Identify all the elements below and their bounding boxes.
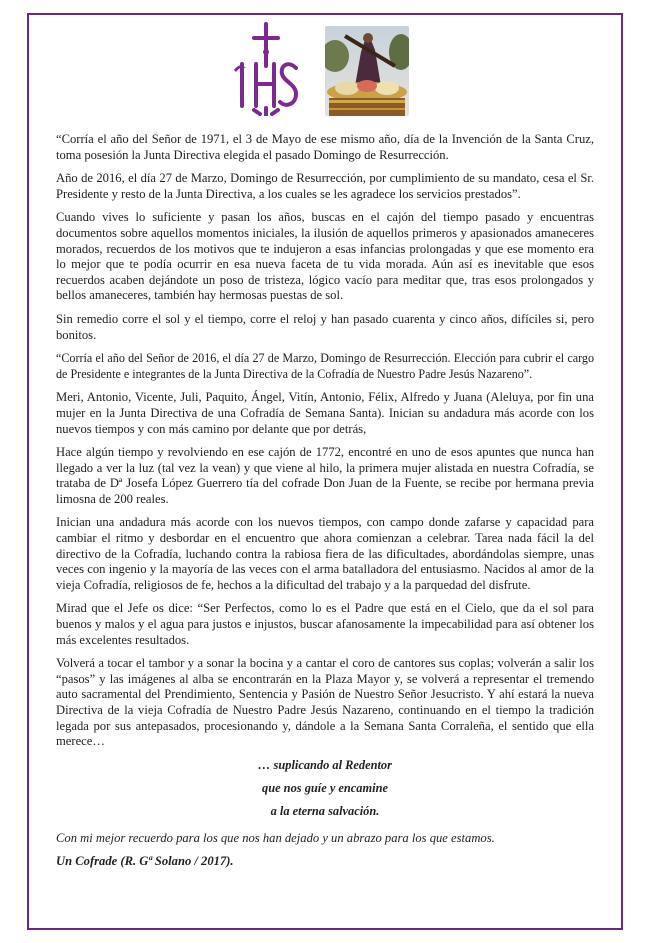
header [230, 18, 440, 118]
paragraph-3: Cuando vives lo suficiente y pasan los años, buscas en el cajón del tiempo pasado y encuentras documentos sobre aquellos momentos iniciales, la ilusión de aquellos primeros y apasionados amaneceres morados, recuerdos de los motivos que te indujeron a esas infancias prolongadas y que ese momento era lo mejor que te podía ocurrir en esa nueva faceta de tu vida morada. Aún así es inevitable que esos recuerdos acaben dejándote un poso de tristeza, lógico vacío para meditar que, tras esos prolongados y bellos amaneceres, también hay hermosas puestas de sol. [56, 210, 594, 303]
paragraph-2: Año de 2016, el día 27 de Marzo, Domingo de Resurrección, por cumplimiento de su mandato, cesa el Sr. Presidente y resto de la Junta Directiva, a los cuales se les agradece los servicios prestados”. [56, 171, 594, 201]
closing-verse [56, 758, 594, 819]
closing-line-1: … suplicando al Redentor [258, 757, 392, 772]
paragraph-4: Sin remedio corre el sol y el tiempo, corre el reloj y han pasado cuarenta y cinco años, difíciles si, pero bonitos. [56, 311, 594, 342]
closing-line-3: a la eterna salvación. [270, 803, 380, 818]
article-body [56, 132, 594, 878]
procession-photo [325, 26, 409, 116]
signoff: Con mi mejor recuerdo para los que nos han dejado y un abrazo para los que estamos. [56, 830, 495, 845]
paragraph-5: “Corría el año del Señor de 2016, el día 27 de Marzo, Domingo de Resurrección. Elección para cubrir el cargo de Presidente e integrantes de la Junta Directiva de la Cofradía de Nuestro Padre Jesús Nazareno”. [56, 351, 594, 381]
paragraph-9: Mirad que el Jefe os dice: “Ser Perfectos, como lo es el Padre que está en el Cielo, que da el sol para buenos y malos y el agua para justos e injustos, buscar afanosamente la impecabilidad para así obtener los más excelentes resultados. [56, 601, 594, 647]
paragraph-8: Inician una andadura más acorde con los nuevos tiempos, con campo donde zafarse y capacidad para cambiar el ritmo y desbordar en el encuentro que ahora comienzan a celebrar. Tarea nada fácil la del directivo de la Cofradía, luchando contra la rabiosa fiera de las dificultades, abordándolas siempre, unas veces con ingenio y la mayoría de las veces con el arma batalladora del entusiasmo. Nacidos al amor de la vieja Cofradía, religiosos de fe, hechos a la dificultad del trabajo y a la parquedad del disfrute. [56, 515, 594, 592]
signature: Un Cofrade (R. Gª Solano / 2017). [56, 854, 234, 869]
paragraph-7: Hace algún tiempo y revolviendo en ese cajón de 1772, encontré en uno de esos apuntes que nunca han llegado a ver la luz (tal vez la vean) y que viene al hilo, la primera mujer alistada en nuestra Cofradía, se trataba de Dª Josefa López Guerrero tía del cofrade Don Juan de la Fuente, se recibe por hermana previa limosna de 200 reales. [56, 445, 594, 506]
paragraph-10: Volverá a tocar el tambor y a sonar la bocina y a cantar el coro de cantores sus coplas; volverán a salir los “pasos” y las imágenes al alba se encontrarán en la Plaza Mayor y, se volverá a representar el tremendo auto sacramental del Prendimiento, Sentencia y Pasión de Nuestro Señor Jesucristo. Y ahí estará la nueva Directiva de la vieja Cofradía de Nuestro Padre Jesús Nazareno, continuando en el tiempo la tradición legada por sus antepasados, procesionando y, dándole a la Semana Santa Corraleña, el sentido que ella merece… [56, 656, 594, 749]
ihs-cross-emblem-icon [230, 22, 302, 116]
closing-line-2: que nos guíe y encamine [262, 780, 388, 795]
paragraph-6: Meri, Antonio, Vicente, Juli, Paquito, Ángel, Vitín, Antonio, Félix, Alfredo y Juana (Aleluya, por fin una mujer en la Junta Directiva de una Cofradía de Semana Santa). Inician su andadura más acorde con los nuevos tiempos y con más camino por delante que por detrás, [56, 390, 594, 436]
paragraph-1: “Corría el año del Señor de 1971, el 3 de Mayo de ese mismo año, día de la Invención de la Santa Cruz, toma posesión la Junta Directiva elegida el pasado Domingo de Resurrección. [56, 132, 594, 162]
